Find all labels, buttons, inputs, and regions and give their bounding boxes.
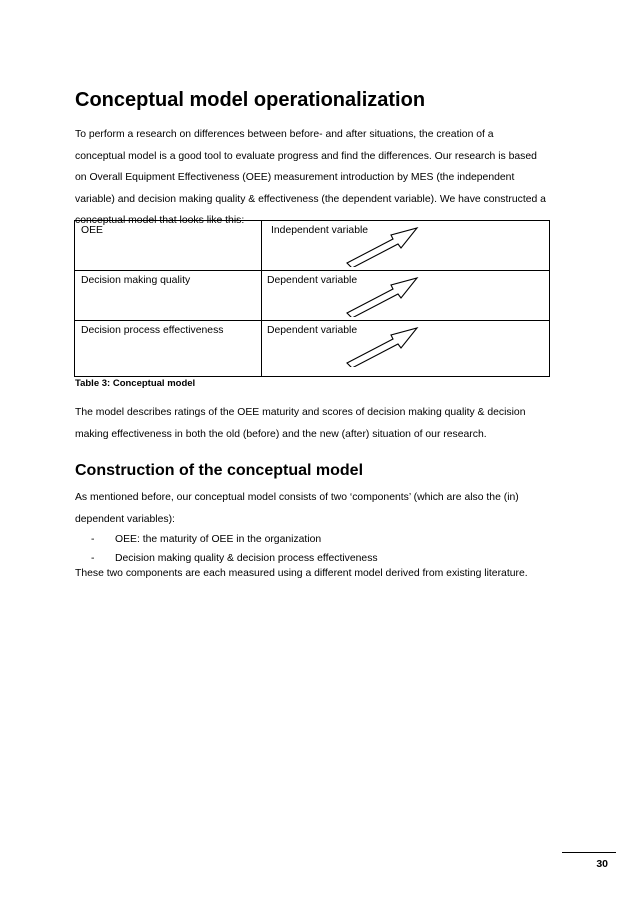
intro-line: variable) and decision making quality & effectiveness (the dependent variable). We have constructed a [75,193,546,205]
list-bullet: - [91,534,95,545]
arrow-up-right-icon [345,325,419,367]
description-line: making effectiveness in both the old (before) and the new (after) situation of our research. [75,428,487,440]
construction-line: As mentioned before, our conceptual model consists of two ‘components’ (which are also the (in) [75,492,519,503]
variable-name-cell: Decision making quality [81,275,191,286]
intro-line: on Overall Equipment Effectiveness (OEE) measurement introduction by MES (the independent [75,172,515,183]
page-number: 30 [596,858,608,870]
list-item [75,530,378,549]
list-item-text: OEE: the maturity of OEE in the organization [115,534,322,545]
table-row [75,271,549,321]
intro-line: conceptual model that looks like this: [75,215,245,226]
conceptual-model-table [74,220,550,377]
description-line: The model describes ratings of the OEE maturity and scores of decision making quality & decision [75,407,526,418]
table-row [75,321,549,377]
description-paragraph [75,402,555,445]
table-caption: Table 3: Conceptual model [75,378,196,389]
arrow-up-right-icon [345,225,419,267]
variable-type-cell: Independent variable [271,225,369,236]
arrow-up-right-icon [345,275,419,317]
table-row [75,221,549,271]
list-bullet: - [91,553,95,564]
variable-type-cell: Dependent variable [267,275,358,286]
intro-paragraph [75,124,555,232]
closing-line: These two components are each measured using a different model derived from existing literature. [75,568,528,579]
variable-type-cell: Dependent variable [267,325,358,336]
closing-paragraph [75,563,555,585]
subsection-heading: Construction of the conceptual model [75,462,364,479]
variable-name-cell: OEE [81,225,103,236]
list-item-text: Decision making quality & decision process effectiveness [115,553,378,564]
section-heading: Conceptual model operationalization [75,89,426,111]
footer-divider [562,852,616,853]
intro-line: conceptual model is a good tool to evaluate progress and find the differences. Our research is based [75,150,537,162]
construction-line: dependent variables): [75,513,175,525]
variable-name-cell: Decision process effectiveness [81,325,224,336]
intro-line: To perform a research on differences between before- and after situations, the creation of a [75,129,494,140]
construction-paragraph [75,487,555,530]
